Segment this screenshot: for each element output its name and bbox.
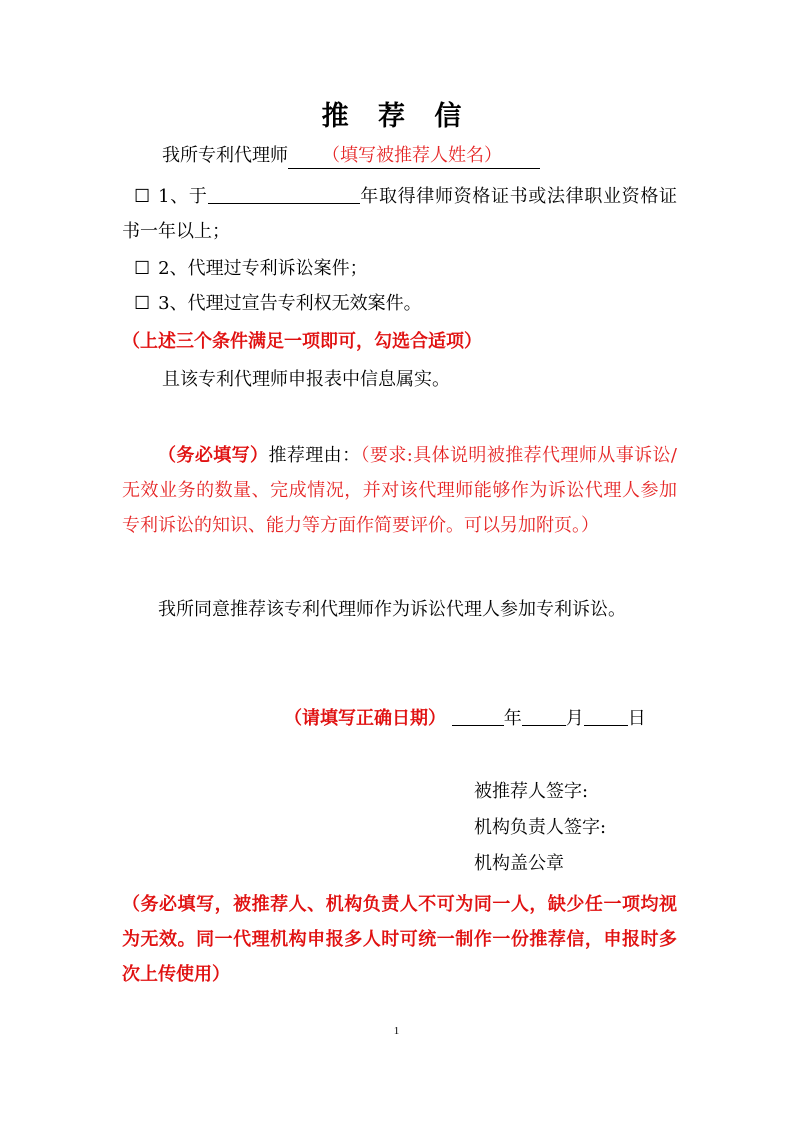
intro-prefix: 我所专利代理师 — [162, 145, 288, 166]
condition-3-text: 3、代理过宣告专利权无效案件。 — [158, 293, 422, 314]
reason-required-tag: （务必填写） — [158, 445, 269, 466]
year-obtained-field[interactable] — [208, 183, 360, 204]
checkbox-1[interactable]: ☐ — [134, 186, 151, 207]
date-line — [284, 705, 646, 731]
checkbox-3[interactable]: ☐ — [134, 293, 151, 314]
nominee-name-field[interactable] — [288, 144, 540, 169]
condition-note: （上述三个条件满足一项即可，勾选合适项） — [122, 331, 482, 352]
date-prompt: （请填写正确日期） — [284, 708, 446, 729]
condition-1-after: 年取得律师资格证书或法律职业资格证书一年以上； — [122, 186, 678, 242]
reason-requirement: （要求:具体说明被推荐代理师从事诉讼/无效业务的数量、完成情况，并对该代理师能够作为诉讼代理人参加专利诉讼的知识、能力等方面作简要评价。可以另加附页。） — [122, 445, 677, 536]
footer-note: （务必填写，被推荐人、机构负责人不可为同一人，缺少任一项均视为无效。同一代理机构申报多人时可统一制作一份推荐信，申报时多次上传使用） — [122, 894, 677, 985]
head-signature: 机构负责人签字: — [474, 817, 607, 838]
intro-line — [162, 144, 540, 169]
nominee-signature: 被推荐人签字: — [474, 781, 589, 802]
year-label: 年 — [503, 708, 522, 729]
condition-1-before: 1、于 — [158, 186, 208, 207]
truth-statement: 且该专利代理师申报表中信息属实。 — [162, 369, 450, 390]
agreement-paragraph: 我所同意推荐该专利代理师作为诉讼代理人参加专利诉讼。 — [158, 599, 626, 620]
year-field[interactable] — [452, 705, 504, 726]
page-number: 1 — [393, 1025, 400, 1037]
page-title: 推 荐 信 — [321, 101, 472, 132]
month-field[interactable] — [522, 705, 566, 726]
condition-3 — [134, 292, 422, 316]
nominee-name-placeholder: （填写被推荐人姓名） — [322, 145, 502, 166]
day-label: 日 — [627, 708, 646, 729]
agency-seal: 机构盖公章 — [474, 853, 564, 874]
reason-paragraph — [122, 438, 677, 543]
condition-2 — [134, 257, 368, 281]
day-field[interactable] — [584, 705, 628, 726]
month-label: 月 — [565, 708, 584, 729]
reason-label: 推荐理由： — [268, 445, 361, 466]
checkbox-2[interactable]: ☐ — [134, 258, 151, 279]
condition-1 — [122, 179, 677, 249]
condition-2-text: 2、代理过专利诉讼案件； — [158, 258, 368, 279]
